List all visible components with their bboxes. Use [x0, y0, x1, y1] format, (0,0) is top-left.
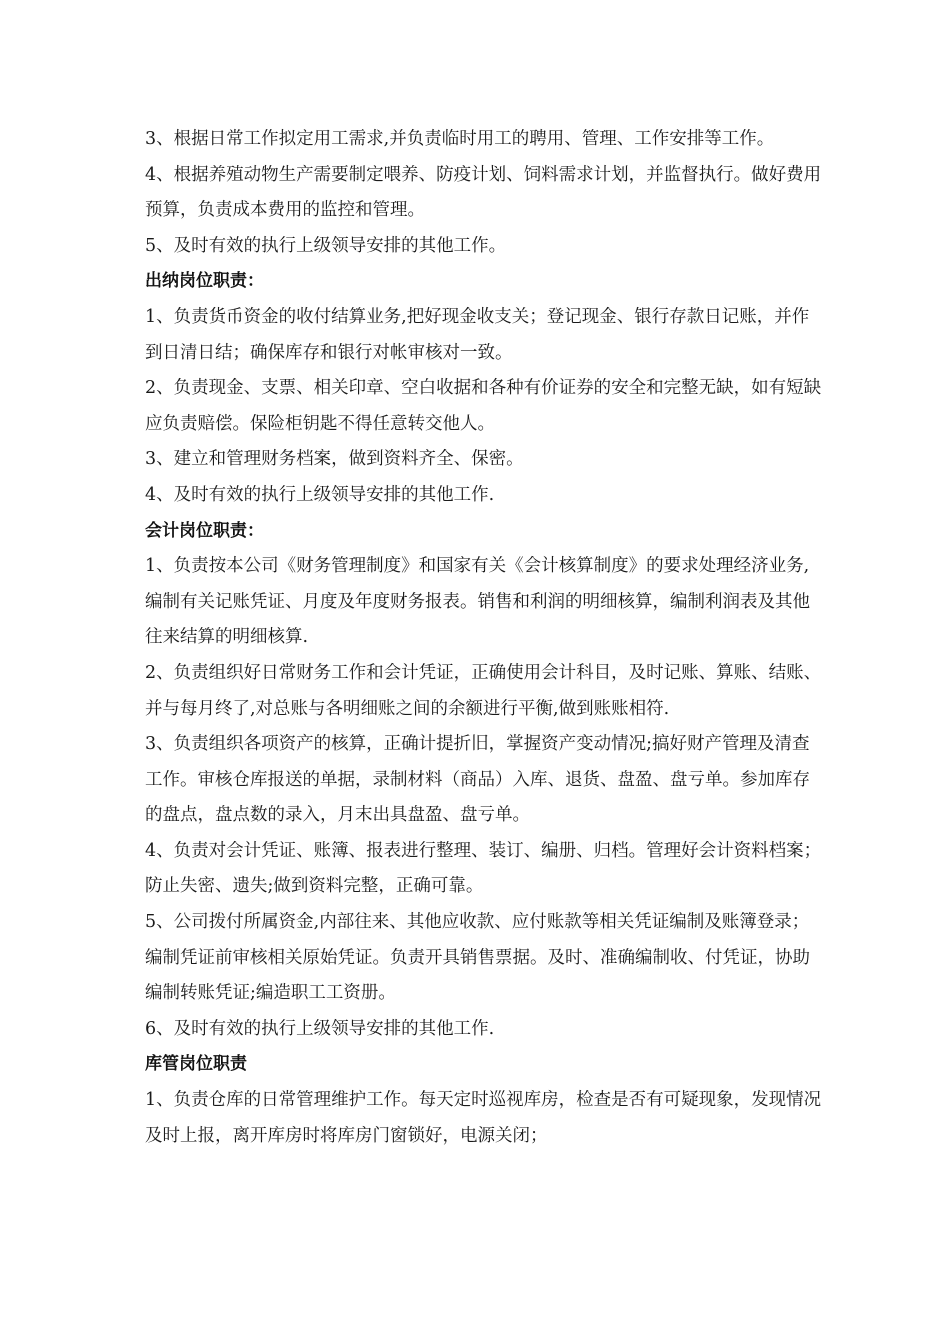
duty-item: 3、负责组织各项资产的核算，正确计提折旧，掌握资产变动情况;搞好财产管理及清查工作。审核仓库报送的单据，录制材料（商品）入库、退货、盘盈、盘亏单。参加库存的盘点，盘点数的录入，月末出具盘盈、盘亏单。: [145, 734, 810, 826]
duty-item: 4、负责对会计凭证、账簿、报表进行整理、装订、编册、归档。管理好会计资料档案；防止失密、遗失;做到资料完整，正确可靠。: [145, 840, 822, 897]
duty-item: 5、及时有效的执行上级领导安排的其他工作。: [145, 235, 507, 256]
duty-item: 2、负责组织好日常财务工作和会计凭证，正确使用会计科目，及时记账、算账、结账、并与每月终了,对总账与各明细账之间的余额进行平衡,做到账账相符.: [145, 662, 822, 719]
duty-item: 1、负责仓库的日常管理维护工作。每天定时巡视库房，检查是否有可疑现象，发现情况及时上报，离开库房时将库房门窗锁好，电源关闭；: [145, 1090, 822, 1146]
duty-item: 6、及时有效的执行上级领导安排的其他工作.: [145, 1018, 495, 1039]
warehouse-heading: 库管岗位职责: [145, 1054, 247, 1075]
duty-item: 4、及时有效的执行上级领导安排的其他工作.: [145, 484, 495, 505]
cashier-heading: 出纳岗位职责：: [145, 271, 264, 292]
duty-item: 2、负责现金、支票、相关印章、空白收据和各种有价证券的安全和完整无缺，如有短缺应负责赔偿。保险柜钥匙不得任意转交他人。: [145, 378, 822, 434]
accountant-heading: 会计岗位职责：: [145, 520, 264, 541]
duty-item: 3、根据日常工作拟定用工需求,并负责临时用工的聘用、管理、工作安排等工作。: [145, 129, 775, 149]
duty-item: 3、建立和管理财务档案，做到资料齐全、保密。: [145, 449, 524, 470]
duty-item: 1、负责货币资金的收付结算业务,把好现金收支关；登记现金、银行存款日记账，并作到日清日结；确保库存和银行对帐审核对一致。: [145, 306, 810, 363]
duty-item: 1、负责按本公司《财务管理制度》和国家有关《会计核算制度》的要求处理经济业务,编制有关记账凭证、月度及年度财务报表。销售和利润的明细核算，编制利润表及其他往来结算的明细核算.: [145, 556, 810, 648]
document-body: [145, 122, 825, 1154]
duty-item: 4、根据养殖动物生产需要制定喂养、防疫计划、饲料需求计划，并监督执行。做好费用预算，负责成本费用的监控和管理。: [145, 164, 822, 221]
duty-item: 5、公司拨付所属资金,内部往来、其他应收款、应付账款等相关凭证编制及账簿登录；编制凭证前审核相关原始凭证。负责开具销售票据。及时、准确编制收、付凭证，协助编制转账凭证;编造职工工资册。: [145, 912, 810, 1004]
